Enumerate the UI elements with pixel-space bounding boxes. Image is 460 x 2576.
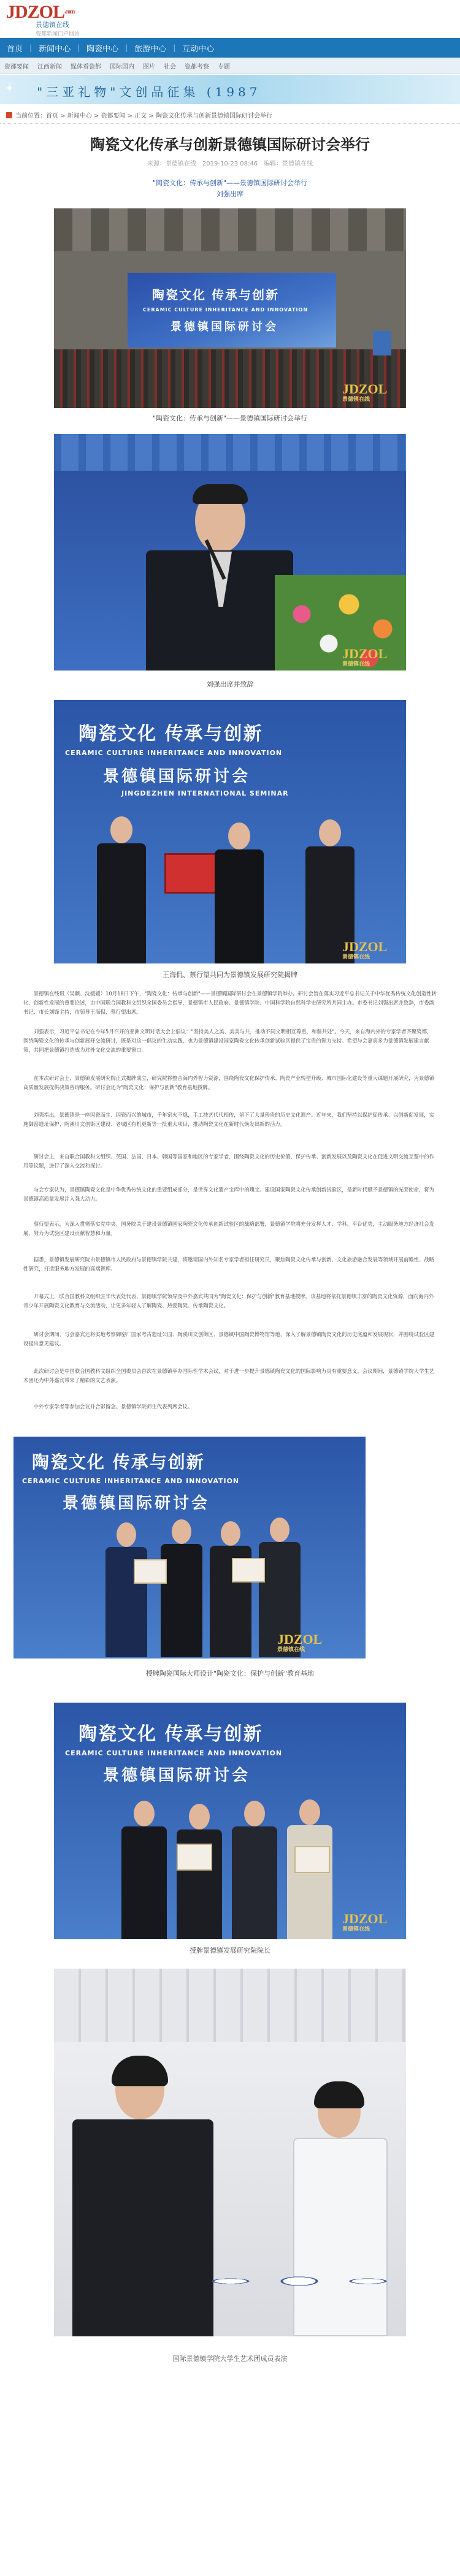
stage-chinese: 景德镇国际研讨会 bbox=[171, 321, 278, 333]
home-icon bbox=[6, 112, 12, 118]
main-nav bbox=[0, 38, 460, 58]
subnav-item[interactable]: 江西新闻 bbox=[37, 63, 62, 70]
article-paragraph: 刘强表示，习近平总书记在今年5月召开的亚洲文明对话大会上倡议："坚持美人之美、美美与共，推动不同文明相互尊重、和谐共处"。今天，来自海内外的专家学者齐聚瓷都，围绕陶瓷文化的传承与创新展开交流研讨，既是对这一倡议的生动实践，也为景德镇建设国家陶瓷文化传承创新试验区提供了宝贵的智力支持。希望与会嘉宾多为景德镇发展建言献策，共同把景德镇打造成为对外文化交流的重要窗口。 bbox=[23, 1028, 432, 1053]
backdrop-slogan: 陶瓷文化 传承与创新 bbox=[79, 1723, 263, 1745]
photo-performance bbox=[54, 1969, 406, 2336]
photo-speaker bbox=[54, 434, 406, 671]
watermark-logo: JDZOL 景德镇在线 bbox=[342, 646, 388, 667]
article-meta: 来源：景德镇在线 2019-10-23 08:46 编辑：景德镇在线 bbox=[147, 161, 313, 167]
photo-caption: 授牌陶瓷国际大师设计"陶瓷文化：保护与创新"教育基地 bbox=[145, 1670, 315, 1677]
sparkle-icon: ✦ bbox=[5, 82, 15, 95]
photo-caption: 国际景德镇学院大学生艺术团成员表演 bbox=[172, 2355, 288, 2363]
breadcrumb-text: 当前位置：首页 > 新闻中心 > 瓷都要闻 > 正文 > 陶瓷文化传承与创新景德镇国际研讨会举行 bbox=[15, 113, 272, 120]
article-paragraph: 据悉，景德镇发展研究院由景德镇市人民政府与景德镇学院共建，将邀请国内外知名专家学者担任研究员，聚焦陶瓷文化传承与创新、文化旅游融合发展等领域开展前瞻性、战略性研究，打造服务地方发展的高端智库。 bbox=[23, 1256, 435, 1272]
photo-caption: "陶瓷文化：传承与创新"——景德镇国际研讨会举行 bbox=[152, 414, 308, 422]
nav-divider: | bbox=[173, 44, 176, 52]
backdrop-chinese: 景德镇国际研讨会 bbox=[63, 1494, 210, 1513]
lead-link[interactable]: 刘强出席 bbox=[217, 190, 243, 198]
article-paragraph: 蔡行望表示，为深入贯彻落实党中央、国务院关于建设景德镇国家陶瓷文化传承创新试验区的战略部署，景德镇学院将充分发挥人才、学科、平台优势，主动服务地方经济社会发展，努力为试验区建设贡献智慧和力量。 bbox=[23, 1221, 435, 1236]
ceiling bbox=[54, 208, 406, 251]
watermark-logo: JDZOL 景德镇在线 bbox=[277, 1632, 323, 1652]
photo-institute-award bbox=[54, 1703, 406, 1939]
watermark-logo: JDZOL 景德镇在线 bbox=[342, 1911, 388, 1932]
logo-domain: .com bbox=[64, 9, 75, 15]
backdrop-slogan: 陶瓷文化 传承与创新 bbox=[79, 723, 263, 745]
certificate bbox=[134, 1559, 167, 1584]
nav-divider: | bbox=[77, 44, 80, 52]
photo-caption: 授牌景德镇发展研究院院长 bbox=[190, 1947, 270, 1955]
speaker-hair bbox=[193, 484, 248, 504]
certificate bbox=[177, 1844, 212, 1871]
subnav-item[interactable]: 瓷都要闻 bbox=[4, 63, 29, 70]
site-header bbox=[0, 0, 460, 38]
backdrop-english: CERAMIC CULTURE INHERITANCE AND INNOVATION bbox=[65, 749, 283, 757]
logo-text: JDZOL bbox=[6, 2, 65, 22]
lead-links bbox=[0, 178, 460, 200]
nav-divider: | bbox=[125, 44, 128, 52]
article-paragraph: 开幕式上，联合国教科文组织驻华代表处代表、景德镇学院领导及中外嘉宾共同为"陶瓷文化：保护与创新"教育基地授牌。该基地将依托景德镇丰富的陶瓷文化资源，面向海内外青少年开展陶瓷文化教育与交流活动，让更多年轻人了解陶瓷、热爱陶瓷、传承陶瓷文化。 bbox=[23, 1293, 434, 1309]
nav-item-interact[interactable]: 互动中心 bbox=[182, 44, 215, 54]
nav-divider: | bbox=[29, 44, 33, 52]
backdrop-chinese: 景德镇国际研讨会 bbox=[103, 1766, 251, 1785]
nav-item-home[interactable]: 首页 bbox=[7, 44, 23, 54]
article-title: 陶瓷文化传承与创新景德镇国际研讨会举行 bbox=[90, 135, 370, 153]
ceiling-panels bbox=[54, 1969, 406, 2042]
photo-certificate-award bbox=[13, 1437, 366, 1658]
backdrop-chinese: 景德镇国际研讨会 bbox=[103, 767, 251, 786]
promo-banner[interactable] bbox=[0, 75, 460, 104]
article-paragraph: 在本次研讨会上，景德镇发展研究院正式揭牌成立，研究院将整合海内外智力资源，围绕陶瓷文化保护传承、陶瓷产业转型升级、城市国际化建设等重大课题开展研究，为景德镇高质量发展提供决策咨询服务。研讨会还为"陶瓷文化：保护与创新"教育基地授牌。 bbox=[23, 1075, 435, 1090]
stage-screen bbox=[128, 273, 336, 348]
stage-english: CERAMIC CULTURE INHERITANCE AND INNOVATION bbox=[143, 307, 309, 313]
subnav-item[interactable]: 瓷都考察 bbox=[185, 63, 209, 70]
article-paragraph: 研讨会上，来自联合国教科文组织、英国、法国、日本、韩国等国家和地区的专家学者，围绕陶瓷文化的历史价值、保护传承、创新发展以及陶瓷文化在促进文明交流互鉴中的作用等议题，进行了深入交流和探讨。 bbox=[23, 1153, 435, 1169]
watermark-logo: JDZOL 景德镇在线 bbox=[342, 381, 388, 402]
lead-link[interactable]: "陶瓷文化：传承与创新"——景德镇国际研讨会举行 bbox=[152, 179, 308, 187]
article-paragraph: 刘强指出，景德镇是一座因瓷而生、因瓷而兴的城市，千年窑火不熄，手工技艺代代相传，留下了大量珍贵的历史文化遗产。近年来，我们坚持以保护促传承、以创新促发展，实施御窑遗址保护、陶溪川文创街区建设、老城区有机更新等一批重大项目，推动陶瓷文化在新时代焕发出新的活力。 bbox=[23, 1112, 435, 1127]
sub-nav bbox=[0, 58, 460, 74]
subnav-item[interactable]: 媒体看瓷都 bbox=[71, 63, 101, 70]
nav-item-news[interactable]: 新闻中心 bbox=[39, 44, 71, 54]
photo-caption: 王海侃、蔡行望共同为景德镇发展研究院揭牌 bbox=[163, 971, 297, 979]
article-paragraph: 中外专家学者等参加会议并合影留念。景德镇学院师生代表列席会议。 bbox=[33, 1404, 193, 1410]
article-paragraph: 与会专家认为，景德镇陶瓷文化是中华优秀传统文化的重要组成部分，是世界文化遗产宝库中的瑰宝。建设国家陶瓷文化传承创新试验区，是新时代赋予景德镇的光荣使命，将为景德镇高质量发展注入强大动力。 bbox=[23, 1187, 435, 1202]
photo-conference-hall bbox=[54, 208, 406, 408]
backdrop-english: CERAMIC CULTURE INHERITANCE AND INNOVATION bbox=[65, 1749, 283, 1757]
stage-slogan: 陶瓷文化 传承与创新 bbox=[152, 287, 279, 302]
nav-item-travel[interactable]: 旅游中心 bbox=[134, 44, 167, 54]
porcelain-cups bbox=[201, 2257, 397, 2306]
article-paragraph: 此次研讨会是中国联合国教科文组织全国委员会首次在景德镇举办国际性学术会议，对于进一步提升景德镇陶瓷文化的国际影响力具有重要意义。会议期间，景德镇学院大学生艺术团还为中外嘉宾带来了精彩的文艺表演。 bbox=[23, 1368, 435, 1383]
backdrop-english: CERAMIC CULTURE INHERITANCE AND INNOVATION bbox=[22, 1477, 240, 1485]
subnav-item[interactable]: 专题 bbox=[218, 63, 230, 70]
certificate bbox=[294, 1846, 330, 1873]
backdrop-pattern bbox=[54, 434, 406, 471]
logo-subtitle: 景德镇在线 bbox=[36, 21, 69, 29]
nav-item-ceramics[interactable]: 陶瓷中心 bbox=[86, 44, 119, 54]
banner-text: "三亚礼物"文创品征集 (1987 bbox=[37, 85, 261, 99]
backdrop-seminar: JINGDEZHEN INTERNATIONAL SEMINAR bbox=[121, 789, 289, 797]
article-paragraph: 研讨会期间，与会嘉宾还将实地考察御窑厂国家考古遗址公园、陶溪川文创街区、景德镇中国陶瓷博物馆等地，深入了解景德镇陶瓷文化的历史底蕴和发展现状，并围绕试验区建设提出意见建议。 bbox=[23, 1331, 435, 1347]
site-logo[interactable] bbox=[6, 2, 80, 37]
breadcrumb bbox=[0, 109, 460, 124]
subnav-item[interactable]: 国际国内 bbox=[110, 63, 134, 70]
watermark-logo: JDZOL 景德镇在线 bbox=[342, 939, 388, 960]
side-banner bbox=[373, 331, 391, 355]
photo-caption: 刘强出席并致辞 bbox=[206, 680, 254, 688]
subnav-item[interactable]: 图片 bbox=[143, 63, 155, 70]
certificate bbox=[232, 1558, 265, 1582]
photo-plaque-unveiling bbox=[54, 700, 406, 963]
backdrop-slogan: 陶瓷文化 传承与创新 bbox=[32, 1452, 205, 1472]
article-paragraph: 景德镇在线讯（吴颖、沈媛媛）10月18日下午，"陶瓷文化：传承与创新"——景德镇国际研讨会在景德镇学院举办。研讨会旨在落实习近平总书记关于中华优秀传统文化创造性转化、创新性发展的重要论述，由中国联合国教科文组织全国委员会指导，景德镇市人民政府、景德镇学院、中国科学院自然科学史研究所共同主办。市委书记刘强出席并致辞，市委副书记、市长刘锋主持，市领导王海侃、蔡行望出席。 bbox=[23, 990, 437, 1015]
logo-tagline: 瓷都新闻门户网站 bbox=[36, 31, 80, 37]
subnav-item[interactable]: 社会 bbox=[164, 63, 176, 70]
